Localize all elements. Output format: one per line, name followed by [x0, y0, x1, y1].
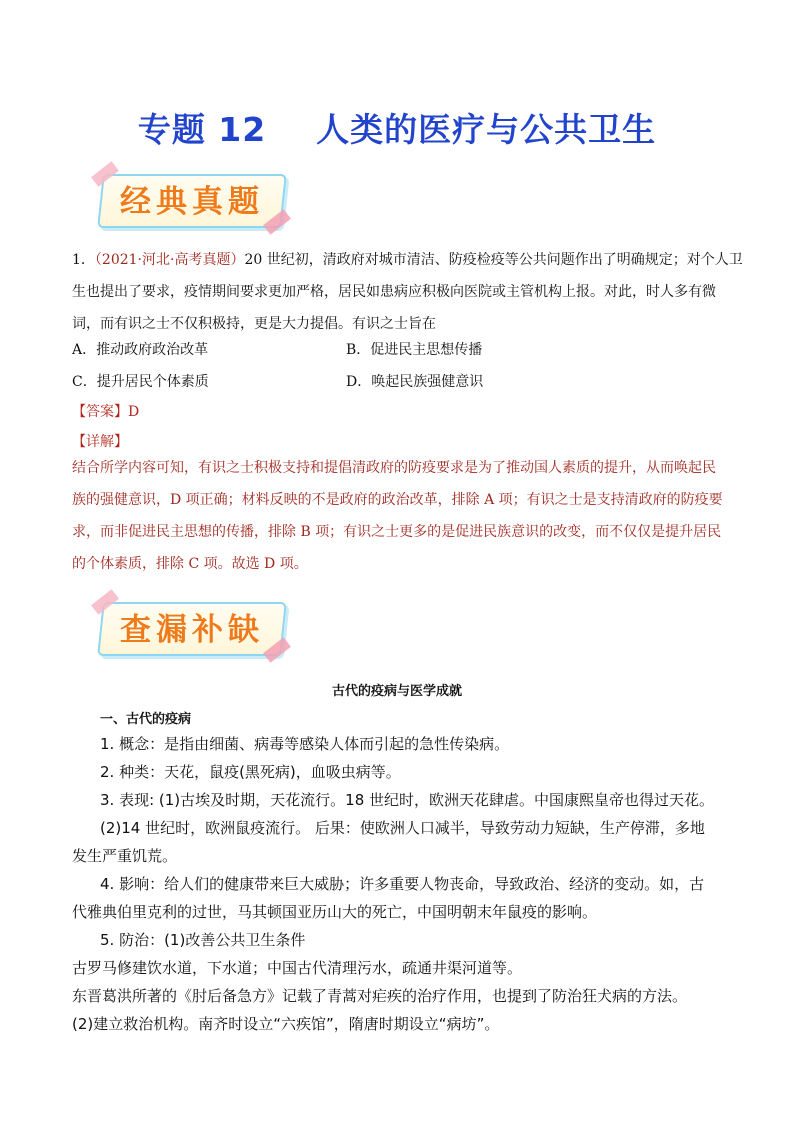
question-line: 生也提出了要求，疫情期间要求更加严格，居民如患病应积极向医院或主管机构上报。对此，时人多有微 [72, 284, 716, 300]
detail-line: 求，而非促进民主思想的传播，排除 B 项；有识之士更多的是促进民族意识的改变，而不仅仅是提升居民 [72, 524, 722, 540]
option-a: A．推动政府政治改革 [72, 342, 209, 358]
question-line: 词，而有识之士不仅积极持，更是大力提倡。有识之士旨在 [72, 316, 436, 332]
banner-label: 查漏补缺 [120, 612, 264, 648]
body-line: 东晋葛洪所著的《肘后备急方》记载了青蒿对疟疾的治疗作用，也提到了防治狂犬病的方法。 [72, 987, 688, 1005]
body-line: 代雅典伯里克利的过世，马其顿国亚历山大的死亡，中国明朝末年鼠疫的影响。 [72, 903, 598, 921]
body-line: (2)14 世纪时，欧洲鼠疫流行。 后果：使欧洲人口减半，导致劳动力短缺，生产停滞，多地 [100, 819, 705, 837]
section-banner-review [92, 594, 292, 660]
question-number: 1． [72, 252, 95, 268]
body-line: 3. 表现: (1)古埃及时期，天花流行。18 世纪时，欧洲天花肆虐。中国康熙皇帝也得过天花。 [100, 791, 715, 809]
option-c: C．提升居民个体素质 [72, 374, 209, 390]
question-line [72, 244, 743, 276]
option-d: D．唤起民族强健意识 [346, 374, 484, 390]
answer-label: 【答案】D [72, 404, 140, 420]
detail-line: 族的强健意识，D 项正确；材料反映的不是政府的政治改革，排除 A 项；有识之士是支持清政府的防疫要 [72, 492, 723, 508]
body-line: 2. 种类：天花，鼠疫(黑死病)，血吸虫病等。 [100, 763, 401, 781]
question-source: （2021·河北·高考真题） [94, 252, 245, 268]
body-line: 4. 影响：给人们的健康带来巨大威胁；许多重要人物丧命，导致政治、经济的变动。如，古 [100, 875, 705, 893]
subheading: 古代的疫病与医学成就 [331, 684, 462, 699]
body-line: 5. 防治：(1)改善公共卫生条件 [100, 931, 306, 949]
option-b: B．促进民主思想传播 [346, 342, 483, 358]
detail-line: 结合所学内容可知，有识之士积极支持和提倡清政府的防疫要求是为了推动国人素质的提升，从而唤起民 [72, 460, 716, 476]
detail-label: 【详解】 [72, 434, 128, 450]
section-heading: 一、古代的疫病 [100, 712, 192, 727]
body-line: (2)建立救治机构。南齐时设立“六疾馆”，隋唐时期设立“病坊”。 [72, 1015, 500, 1033]
body-line: 发生严重饥荒。 [72, 847, 178, 865]
section-banner-classic [92, 166, 292, 232]
question-text: 20 世纪初，清政府对城市清洁、防疫检疫等公共问题作出了明确规定；对个人卫 [244, 252, 743, 268]
banner-label: 经典真题 [120, 184, 264, 220]
detail-line: 的个体素质，排除 C 项。故选 D 项。 [72, 556, 308, 572]
page-title: 专题 12 人类的医疗与公共卫生 [137, 110, 657, 149]
body-line: 1. 概念：是指由细菌、病毒等感染人体而引起的急性传染病。 [100, 735, 510, 753]
body-line: 古罗马修建饮水道，下水道；中国古代清理污水，疏通井渠河道等。 [72, 959, 523, 977]
